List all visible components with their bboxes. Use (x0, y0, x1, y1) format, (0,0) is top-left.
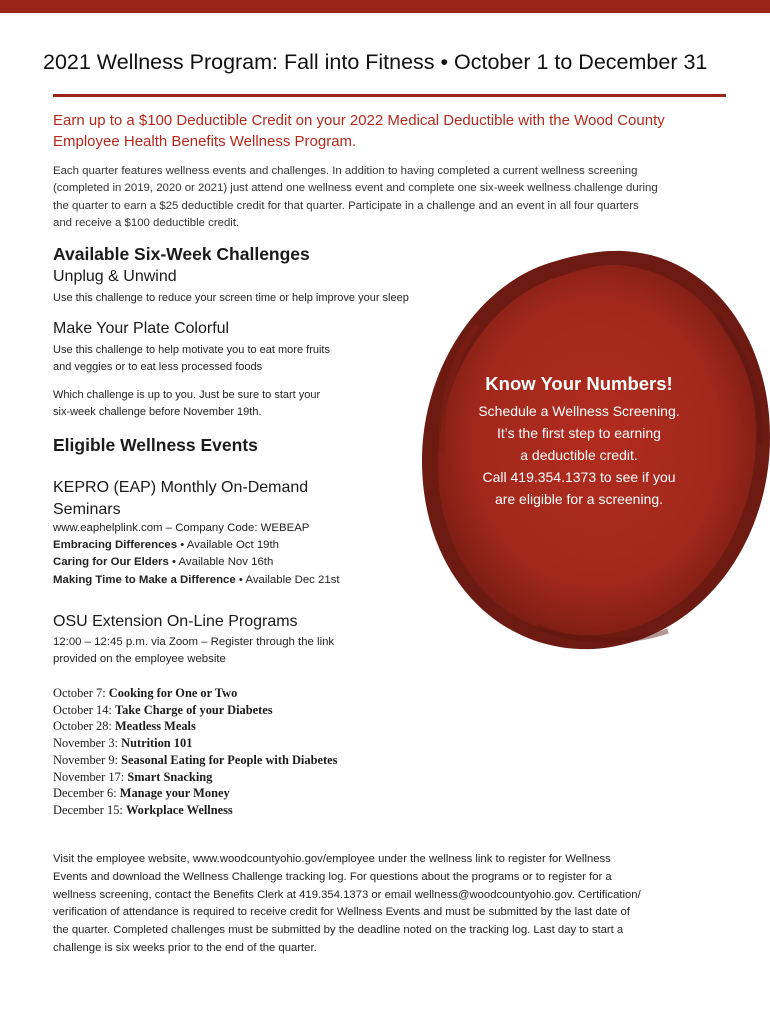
callout-line: Call 419.354.1373 to see if you (482, 469, 676, 485)
challenge-description (53, 342, 330, 375)
footer-line: Events and download the Wellness Challenge tracking log. For questions about the programs or to register for a (53, 870, 612, 883)
intro-headline (53, 110, 733, 152)
seminar-item (53, 572, 340, 589)
challenge-title: Make Your Plate Colorful (53, 320, 230, 337)
session-item (53, 718, 473, 735)
callout-line: are eligible for a screening. (494, 491, 664, 507)
challenge-note-line: six-week challenge before November 19th. (53, 405, 262, 418)
session-date: December 15: (53, 802, 126, 817)
title-divider (53, 94, 726, 97)
session-item (53, 769, 473, 786)
seminar-name: Embracing Differences (53, 539, 178, 552)
osu-session-list (53, 685, 473, 819)
challenge-title: Unplug & Unwind (53, 268, 177, 285)
intro-line: (completed in 2019, 2020 or 2021) just attend one wellness event and complete one six-week wellness challenge during (53, 182, 658, 195)
osu-description (53, 634, 334, 668)
seminar-availability: • Available Dec 21st (235, 573, 340, 586)
osu-desc-line: 12:00 – 12:45 p.m. via Zoom – Register through the link (53, 636, 335, 648)
session-topic: Nutrition 101 (121, 736, 193, 751)
footer-line: challenge is six weeks prior to the end of the quarter. (53, 941, 317, 954)
seminar-item (53, 537, 340, 554)
callout-text (453, 369, 705, 510)
session-item (53, 802, 473, 819)
intro-line: the quarter to earn a $25 deductible credit for that quarter. Participate in a challenge and an event in all four quarters (53, 199, 639, 212)
kepro-title (53, 477, 308, 521)
challenge-description (53, 290, 409, 307)
seminar-name: Making Time to Make a Difference (53, 573, 236, 586)
intro-line: and receive a $100 deductible credit. (53, 216, 240, 229)
session-item (53, 785, 473, 802)
kepro-title-line: KEPRO (EAP) Monthly On-Demand (53, 479, 309, 496)
kepro-details (53, 520, 340, 589)
intro-headline-line: Earn up to a $100 Deductible Credit on your 2022 Medical Deductible with the Wood County (53, 112, 665, 129)
session-item (53, 702, 473, 719)
session-topic: Manage your Money (119, 786, 230, 801)
session-item (53, 735, 473, 752)
session-date: October 7: (53, 686, 109, 700)
session-item (53, 752, 473, 769)
intro-line: Each quarter features wellness events and challenges. In addition to having completed a current wellness screening (53, 165, 638, 177)
session-topic: Cooking for One or Two (108, 686, 238, 700)
page-title: 2021 Wellness Program: Fall into Fitness • October 1 to December 31 (43, 50, 708, 74)
footer-line: wellness screening, contact the Benefits Clerk at 419.354.1373 or email wellness@woodcountyohio.gov. Certification/ (53, 888, 641, 901)
callout-line: a deductible credit. (520, 447, 638, 463)
challenge-desc-line: and veggies or to eat less processed foods (53, 360, 263, 373)
footer-line: the quarter. Completed challenges must be submitted by the deadline noted on the tracking log. Last day to start a (53, 924, 624, 937)
session-date: November 17: (53, 769, 128, 784)
challenges-heading: Available Six-Week Challenges (53, 244, 310, 264)
kepro-title-line: Seminars (53, 501, 121, 518)
session-topic: Take Charge of your Diabetes (114, 702, 273, 717)
callout-body (453, 400, 705, 510)
footer-line: Visit the employee website, www.woodcountyohio.gov/employee under the wellness link to register for Wellness (53, 853, 611, 865)
callout-line: Schedule a Wellness Screening. (478, 403, 680, 419)
challenge-note (53, 387, 320, 420)
seminar-name: Caring for Our Elders (53, 556, 169, 569)
seminar-availability: • Available Oct 19th (177, 539, 280, 552)
osu-desc-line: provided on the employee website (53, 653, 226, 666)
intro-headline-line: Employee Health Benefits Wellness Program. (53, 133, 357, 150)
session-topic: Workplace Wellness (125, 802, 233, 817)
footer-paragraph (53, 851, 725, 958)
session-date: December 6: (53, 786, 120, 801)
session-topic: Smart Snacking (127, 769, 213, 784)
seminar-availability: • Available Nov 16th (168, 556, 274, 569)
session-date: November 3: (53, 736, 122, 751)
osu-title: OSU Extension On-Line Programs (53, 613, 298, 630)
callout-heading: Know Your Numbers! (485, 373, 673, 394)
session-date: October 28: (53, 719, 115, 734)
challenge-desc-line: Use this challenge to help motivate you to eat more fruits (53, 344, 330, 356)
challenge-desc-line: Use this challenge to reduce your screen time or help improve your sleep (53, 292, 409, 304)
footer-line: verification of attendance is required to receive credit for Wellness Events and must be submitted by the last date of (53, 906, 630, 919)
callout-line: It’s the first step to earning (497, 425, 661, 441)
kepro-website: www.eaphelplink.com – Company Code: WEBEAP (53, 522, 310, 534)
seminar-item (53, 554, 340, 571)
challenge-note-line: Which challenge is up to you. Just be sure to start your (53, 389, 321, 401)
session-date: November 9: (53, 752, 122, 767)
intro-paragraph (53, 163, 728, 232)
session-item (53, 685, 473, 702)
events-heading: Eligible Wellness Events (53, 435, 258, 455)
session-topic: Meatless Meals (114, 719, 196, 734)
session-topic: Seasonal Eating for People with Diabetes (121, 752, 338, 767)
session-date: October 14: (53, 702, 115, 717)
top-accent-bar (0, 0, 770, 13)
